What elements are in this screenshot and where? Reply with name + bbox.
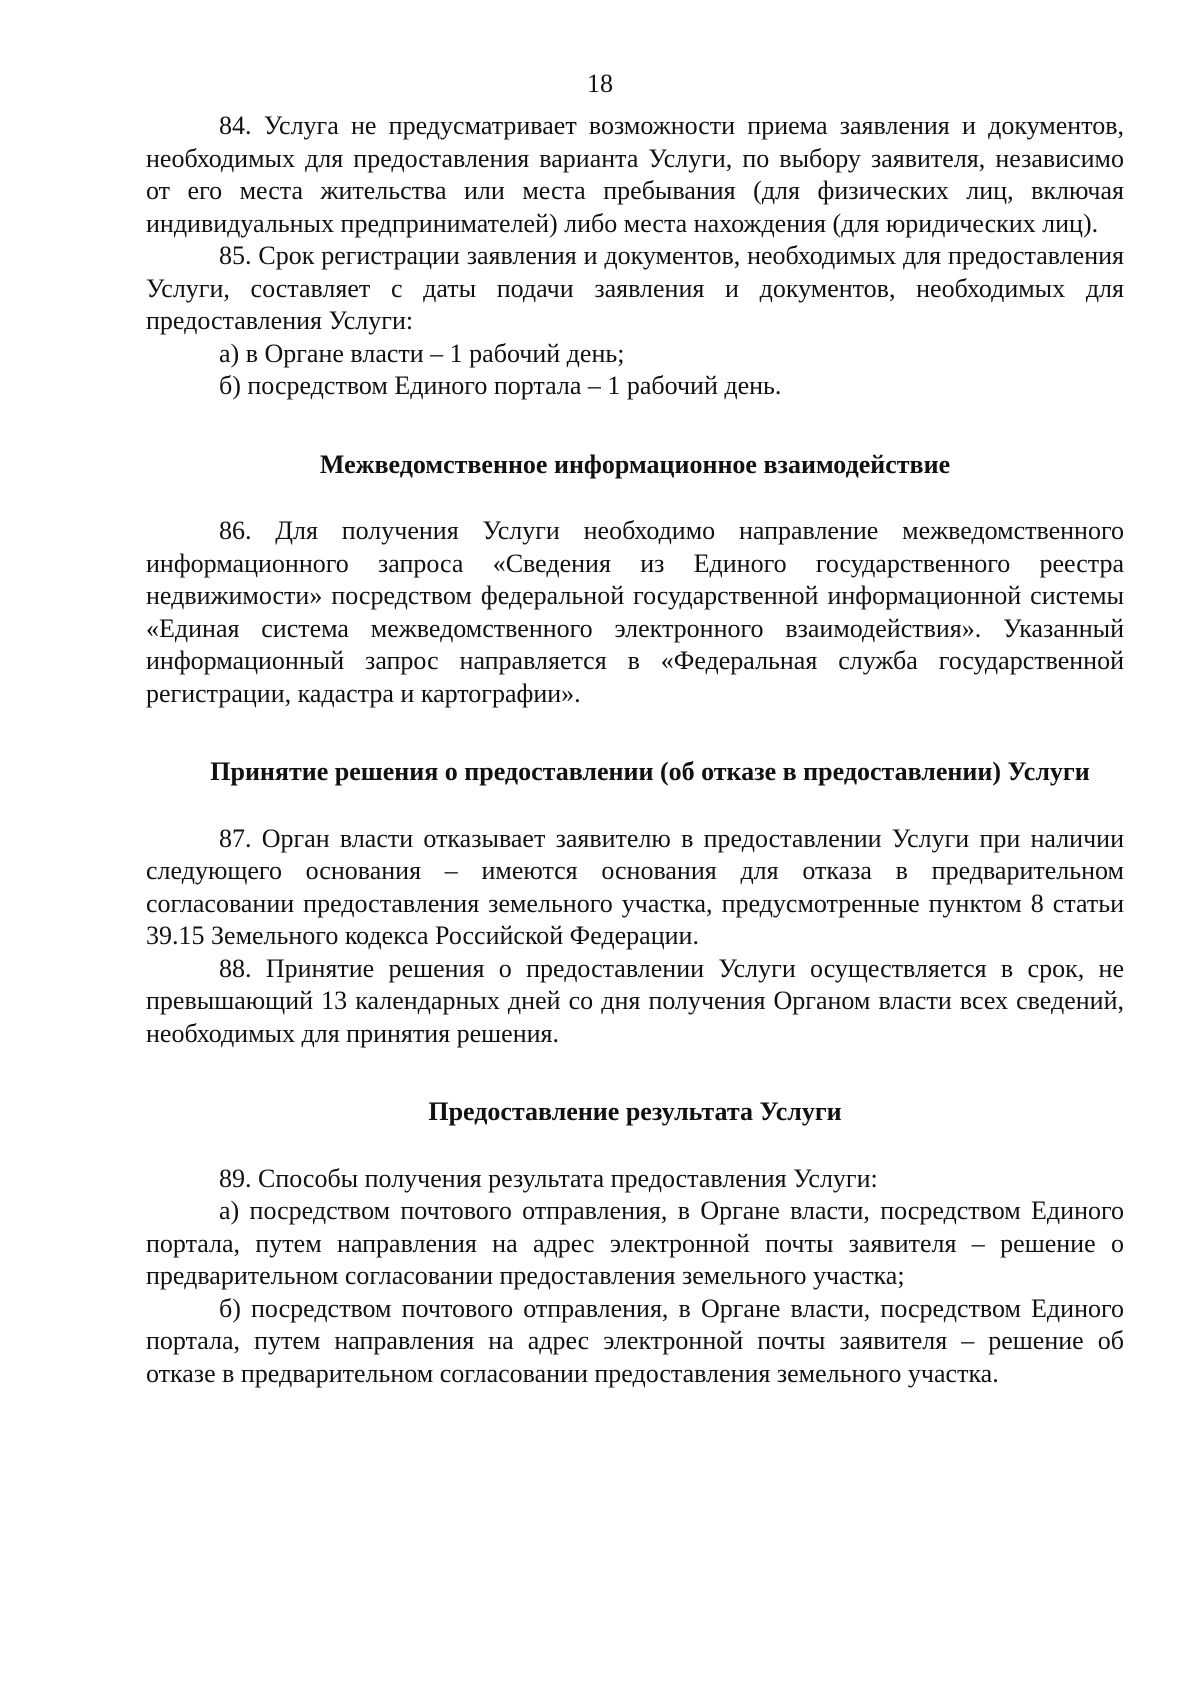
paragraph-88: 88. Принятие решения о предоставлении Услуги осуществляется в срок, не превышающий 13 календарных дней со дня получения Органом власти всех сведений, необходимых для принятия решения. xyxy=(146,953,1124,1048)
section-heading-result: Предоставление результата Услуги xyxy=(428,1097,842,1126)
paragraph-85-item-a: а) в Органе власти – 1 рабочий день; xyxy=(219,338,625,368)
paragraph-89-item-a: а) посредством почтового отправления, в Органе власти, посредством Единого портала, путем направления на адрес электронной почты заявителя – решение о предварительном согласовании предоставления земельного участка; xyxy=(146,1196,1124,1290)
section-heading-decision: Принятие решения о предоставлении (об отказе в предоставлении) Услуги xyxy=(210,757,1090,786)
paragraph-85: 85. Срок регистрации заявления и документов, необходимых для предоставления Услуги, составляет с даты подачи заявления и документов, необходимых для предоставления Услуги: xyxy=(146,241,1124,335)
paragraph-89: 89. Способы получения результата предоставления Услуги: xyxy=(219,1163,878,1193)
page-number: 18 xyxy=(587,69,613,98)
paragraph-86: 86. Для получения Услуги необходимо направление межведомственного информационного запроса «Сведения из Единого государственного реестра недвижимости» посредством федеральной государственной информационной системы «Единая система межведомственного электронного взаимодействия». Указанный информационный запрос направляется в «Федеральная служба государственной регистрации, кадастра и картографии». xyxy=(146,516,1124,708)
paragraph-85-item-b: б) посредством Единого портала – 1 рабочий день. xyxy=(219,371,782,400)
paragraph-84: 84. Услуга не предусматривает возможности приема заявления и документов, необходимых для предоставления варианта Услуги, по выбору заявителя, независимо от его места жительства или места пребывания (для физических лиц, включая индивидуальных предпринимателей) либо места нахождения (для юридических лиц). xyxy=(146,111,1124,238)
paragraph-87: 87. Орган власти отказывает заявителю в предоставлении Услуги при наличии следующего основания – имеются основания для отказа в предварительном согласовании предоставления земельного участка, предусмотренные пунктом 8 статьи 39.15 Земельного кодекса Российской Федерации. xyxy=(146,823,1124,950)
paragraph-89-item-b: б) посредством почтового отправления, в Органе власти, посредством Единого портала, путем направления на адрес электронной почты заявителя – решение об отказе в предварительном согласовании предоставления земельного участка. xyxy=(146,1293,1124,1388)
document-body xyxy=(146,110,1124,1390)
section-heading-interagency: Межведомственное информационное взаимодействие xyxy=(319,449,951,479)
